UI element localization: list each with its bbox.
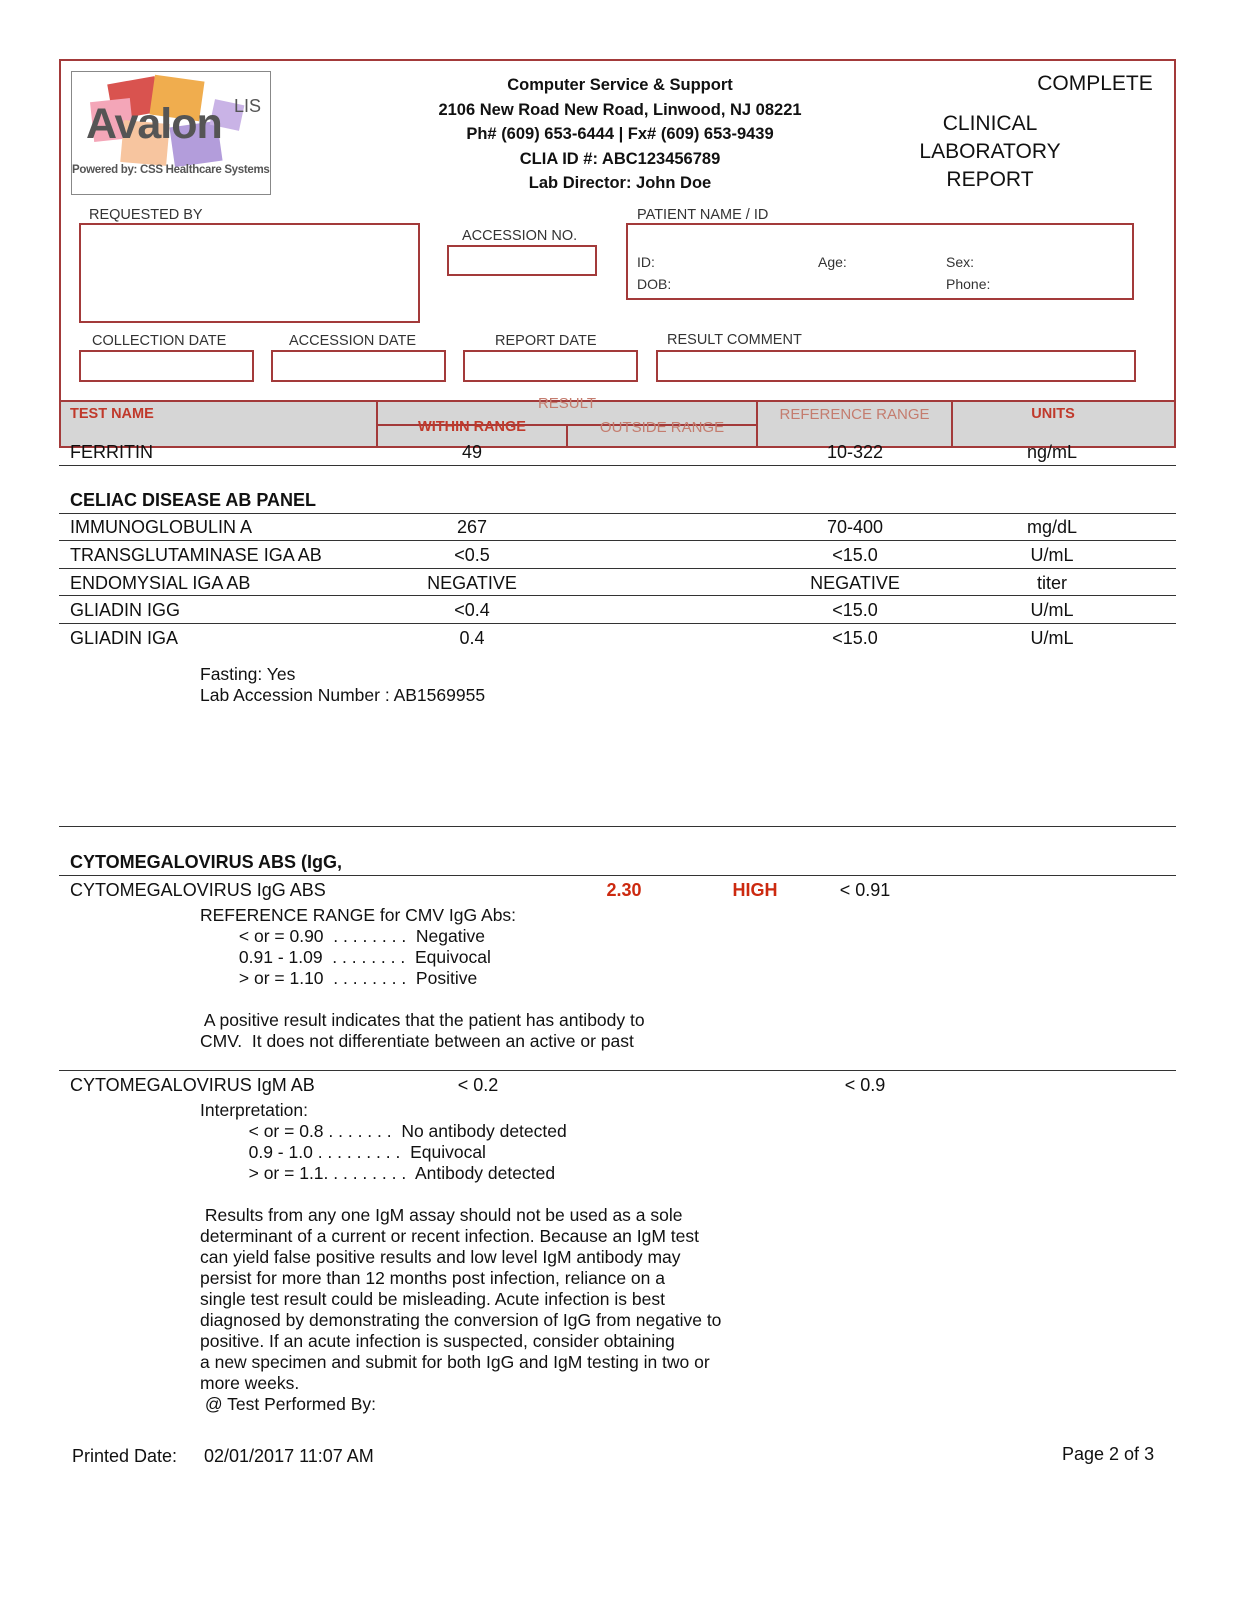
test-name: CYTOMEGALOVIRUS IgM AB: [70, 1075, 315, 1095]
patient-id-label: ID:: [637, 254, 655, 270]
test-result: 267: [456, 517, 488, 537]
row-divider: [59, 1070, 1176, 1071]
patient-name-label: PATIENT NAME / ID: [637, 207, 769, 223]
requested-by-field: [79, 223, 420, 323]
test-result: 0.4: [459, 628, 485, 648]
test-reference-range: <15.0: [832, 545, 878, 565]
test-reference-range: <15.0: [832, 600, 878, 620]
logo-suffix: LIS: [234, 96, 262, 116]
test-name: ENDOMYSIAL IGA AB: [70, 573, 251, 593]
test-units: U/mL: [1030, 545, 1074, 565]
test-result: <0.5: [454, 545, 490, 565]
test-reference-range: 70-400: [826, 517, 884, 537]
test-name: TRANSGLUTAMINASE IGA AB: [70, 545, 322, 565]
celiac-note: Fasting: Yes Lab Accession Number : AB1569955: [200, 664, 486, 705]
test-name: GLIADIN IGA: [70, 628, 179, 648]
test-result: NEGATIVE: [427, 573, 517, 593]
report-title: [890, 110, 1090, 194]
col-test-name: TEST NAME: [70, 406, 154, 422]
lab-address: 2106 New Road New Road, Linwood, NJ 08221: [438, 100, 802, 119]
test-reference-range: < 0.9: [844, 1075, 886, 1095]
collection-date-label: COLLECTION DATE: [92, 333, 227, 349]
report-title-line: REPORT: [946, 168, 1034, 191]
test-result: <0.4: [454, 600, 490, 620]
result-comment-label: RESULT COMMENT: [667, 332, 802, 348]
patient-sex-label: Sex:: [946, 254, 975, 270]
lab-phone: Ph# (609) 653-6444 | Fx# (609) 653-9439: [466, 125, 774, 143]
test-reference-range: < 0.91: [839, 880, 891, 900]
panel-title: CYTOMEGALOVIRUS ABS (IgG,: [70, 852, 343, 872]
col-result: RESULT: [537, 395, 597, 412]
report-status: COMPLETE: [1037, 72, 1153, 95]
test-units: ng/mL: [1026, 442, 1078, 462]
row-divider: [59, 513, 1176, 514]
printed-date-value: 02/01/2017 11:07 AM: [204, 1446, 374, 1466]
row-divider: [59, 875, 1176, 876]
test-reference-range: <15.0: [832, 628, 878, 648]
test-units: mg/dL: [1026, 517, 1078, 537]
patient-info-box: [626, 223, 1134, 300]
report-title-line: CLINICAL: [942, 112, 1038, 135]
accession-date-label: ACCESSION DATE: [289, 333, 417, 349]
avalon-logo: [71, 71, 271, 195]
accession-no-field: [447, 245, 597, 276]
cmv-igm-note: Interpretation: < or = 0.8 . . . . . . . No antibody detected 0.9 - 1.0 . . . . . . . . . Equivocal > or = 1.1. . . . . . . . . Antibody detected Results from any one IgM assay should not be used as a sole determinant of a current or recent infection. Because an IgM test can yield false positive results and low level IgM antibody may persist for more than 12 months post infection, reliance on a single test result could be misleading. Acute infection is best diagnosed by demonstrating the conversion of IgG from negative to positive. If an acute infection is suspected, consider obtaining a new specimen and submit for both IgG and IgM testing in two or more weeks. @ Test Performed By:: [200, 1100, 722, 1414]
test-name: IMMUNOGLOBULIN A: [70, 517, 253, 537]
cmv-igg-note: REFERENCE RANGE for CMV IgG Abs: < or = 0.90 . . . . . . . . Negative 0.91 - 1.09 . . . . . . . . Equivocal > or = 1.10 . . . . . . . . Positive A positive result indicates that the patient has antibody to CMV. It does not differentiate between an active or past: [200, 905, 645, 1051]
report-date-label: REPORT DATE: [495, 333, 597, 349]
collection-date-field: [79, 350, 254, 382]
accession-no-label: ACCESSION NO.: [462, 228, 578, 244]
lab-name: Computer Service & Support: [507, 76, 733, 94]
test-result: 49: [461, 442, 483, 462]
row-divider: [59, 595, 1176, 596]
lab-info: [400, 73, 840, 196]
patient-age-label: Age:: [818, 254, 847, 270]
panel-title: CELIAC DISEASE AB PANEL: [70, 490, 317, 510]
test-name: FERRITIN: [70, 442, 153, 462]
test-units: titer: [1036, 573, 1067, 593]
requested-by-label: REQUESTED BY: [89, 207, 203, 223]
logo-name: Avalon: [86, 100, 222, 148]
test-units: U/mL: [1030, 600, 1074, 620]
section-divider: [59, 826, 1176, 827]
abnormal-flag: HIGH: [732, 880, 778, 900]
test-units: U/mL: [1030, 628, 1074, 648]
page-number: Page 2 of 3: [1062, 1444, 1155, 1464]
col-outside-range: OUTSIDE RANGE: [599, 419, 725, 436]
col-units: UNITS: [1031, 406, 1075, 422]
row-divider: [59, 568, 1176, 569]
patient-dob-label: DOB:: [637, 276, 672, 292]
report-date-field: [463, 350, 638, 382]
patient-phone-label: Phone:: [946, 276, 991, 292]
lab-clia: CLIA ID #: ABC123456789: [519, 149, 721, 168]
col-reference-range: REFERENCE RANGE: [779, 406, 930, 423]
accession-date-field: [271, 350, 446, 382]
test-name: GLIADIN IGG: [70, 600, 181, 620]
row-divider: [59, 623, 1176, 624]
test-result: < 0.2: [457, 1075, 499, 1095]
test-reference-range: NEGATIVE: [810, 573, 900, 593]
result-comment-field: [656, 350, 1136, 382]
row-divider: [59, 465, 1176, 466]
col-within-range: WITHIN RANGE: [418, 419, 526, 435]
report-title-line: LABORATORY: [919, 140, 1061, 163]
printed-date-label: Printed Date:: [72, 1446, 178, 1466]
logo-tagline: Powered by: CSS Healthcare Systems: [72, 164, 270, 176]
test-reference-range: 10-322: [826, 442, 884, 462]
lab-director: Lab Director: John Doe: [528, 174, 712, 192]
test-result-abnormal: 2.30: [606, 880, 642, 900]
test-name: CYTOMEGALOVIRUS IgG ABS: [70, 880, 326, 900]
row-divider: [59, 540, 1176, 541]
